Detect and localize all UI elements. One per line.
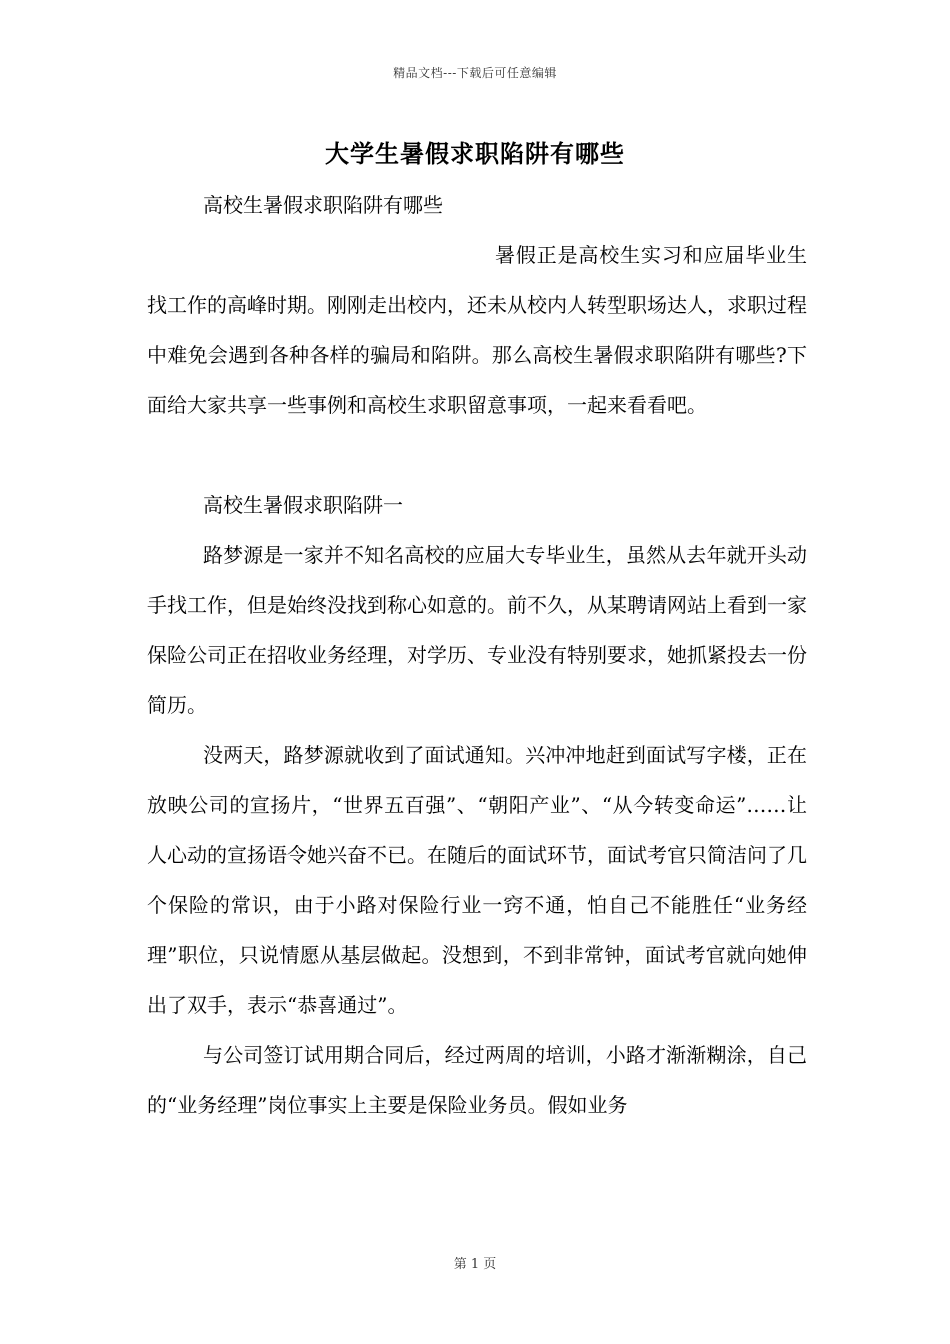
paragraph-spacer [147,430,807,480]
document-subtitle: 高校生暑假求职陷阱有哪些 [203,193,443,217]
header-note: 精品文档---下载后可任意编辑 [393,66,557,80]
page-number: 第 1 页 [453,1257,497,1272]
document-title: 大学生暑假求职陷阱有哪些 [325,139,625,168]
section-heading: 高校生暑假求职陷阱一 [203,493,403,517]
document-body [147,180,807,1130]
body-paragraph: 没两天，路梦源就收到了面试通知。兴冲冲地赶到面试写字楼，正在放映公司的宣扬片，“世界五百强”、“朝阳产业”、“从今转变命运”……让人心动的宣扬语令她兴奋不已。在随后的面试环节，面试考官只简洁问了几个保险的常识，由于小路对保险行业一窍不通，怕自己不能胜任“业务经理”职位，只说情愿从基层做起。没想到，不到非常钟，面试考官就向她伸出了双手，表示“恭喜通过”。 [147,743,807,1017]
body-paragraph: 路梦源是一家并不知名高校的应届大专毕业生，虽然从去年就开头动手找工作，但是始终没找到称心如意的。前不久，从某聘请网站上看到一家保险公司正在招收业务经理，对学历、专业没有特别要求，她抓紧投去一份简历。 [147,543,807,717]
intro-paragraph: 暑假正是高校生实习和应届毕业生找工作的高峰时期。刚刚走出校内，还未从校内人转型职场达人，求职过程中难免会遇到各种各样的骗局和陷阱。那么高校生暑假求职陷阱有哪些?下面给大家共享一些事例和高校生求职留意事项，一起来看看吧。 [147,243,807,417]
body-paragraph: 与公司签订试用期合同后，经过两周的培训，小路才渐渐糊涂，自己的“业务经理”岗位事实上主要是保险业务员。假如业务 [147,1043,807,1117]
